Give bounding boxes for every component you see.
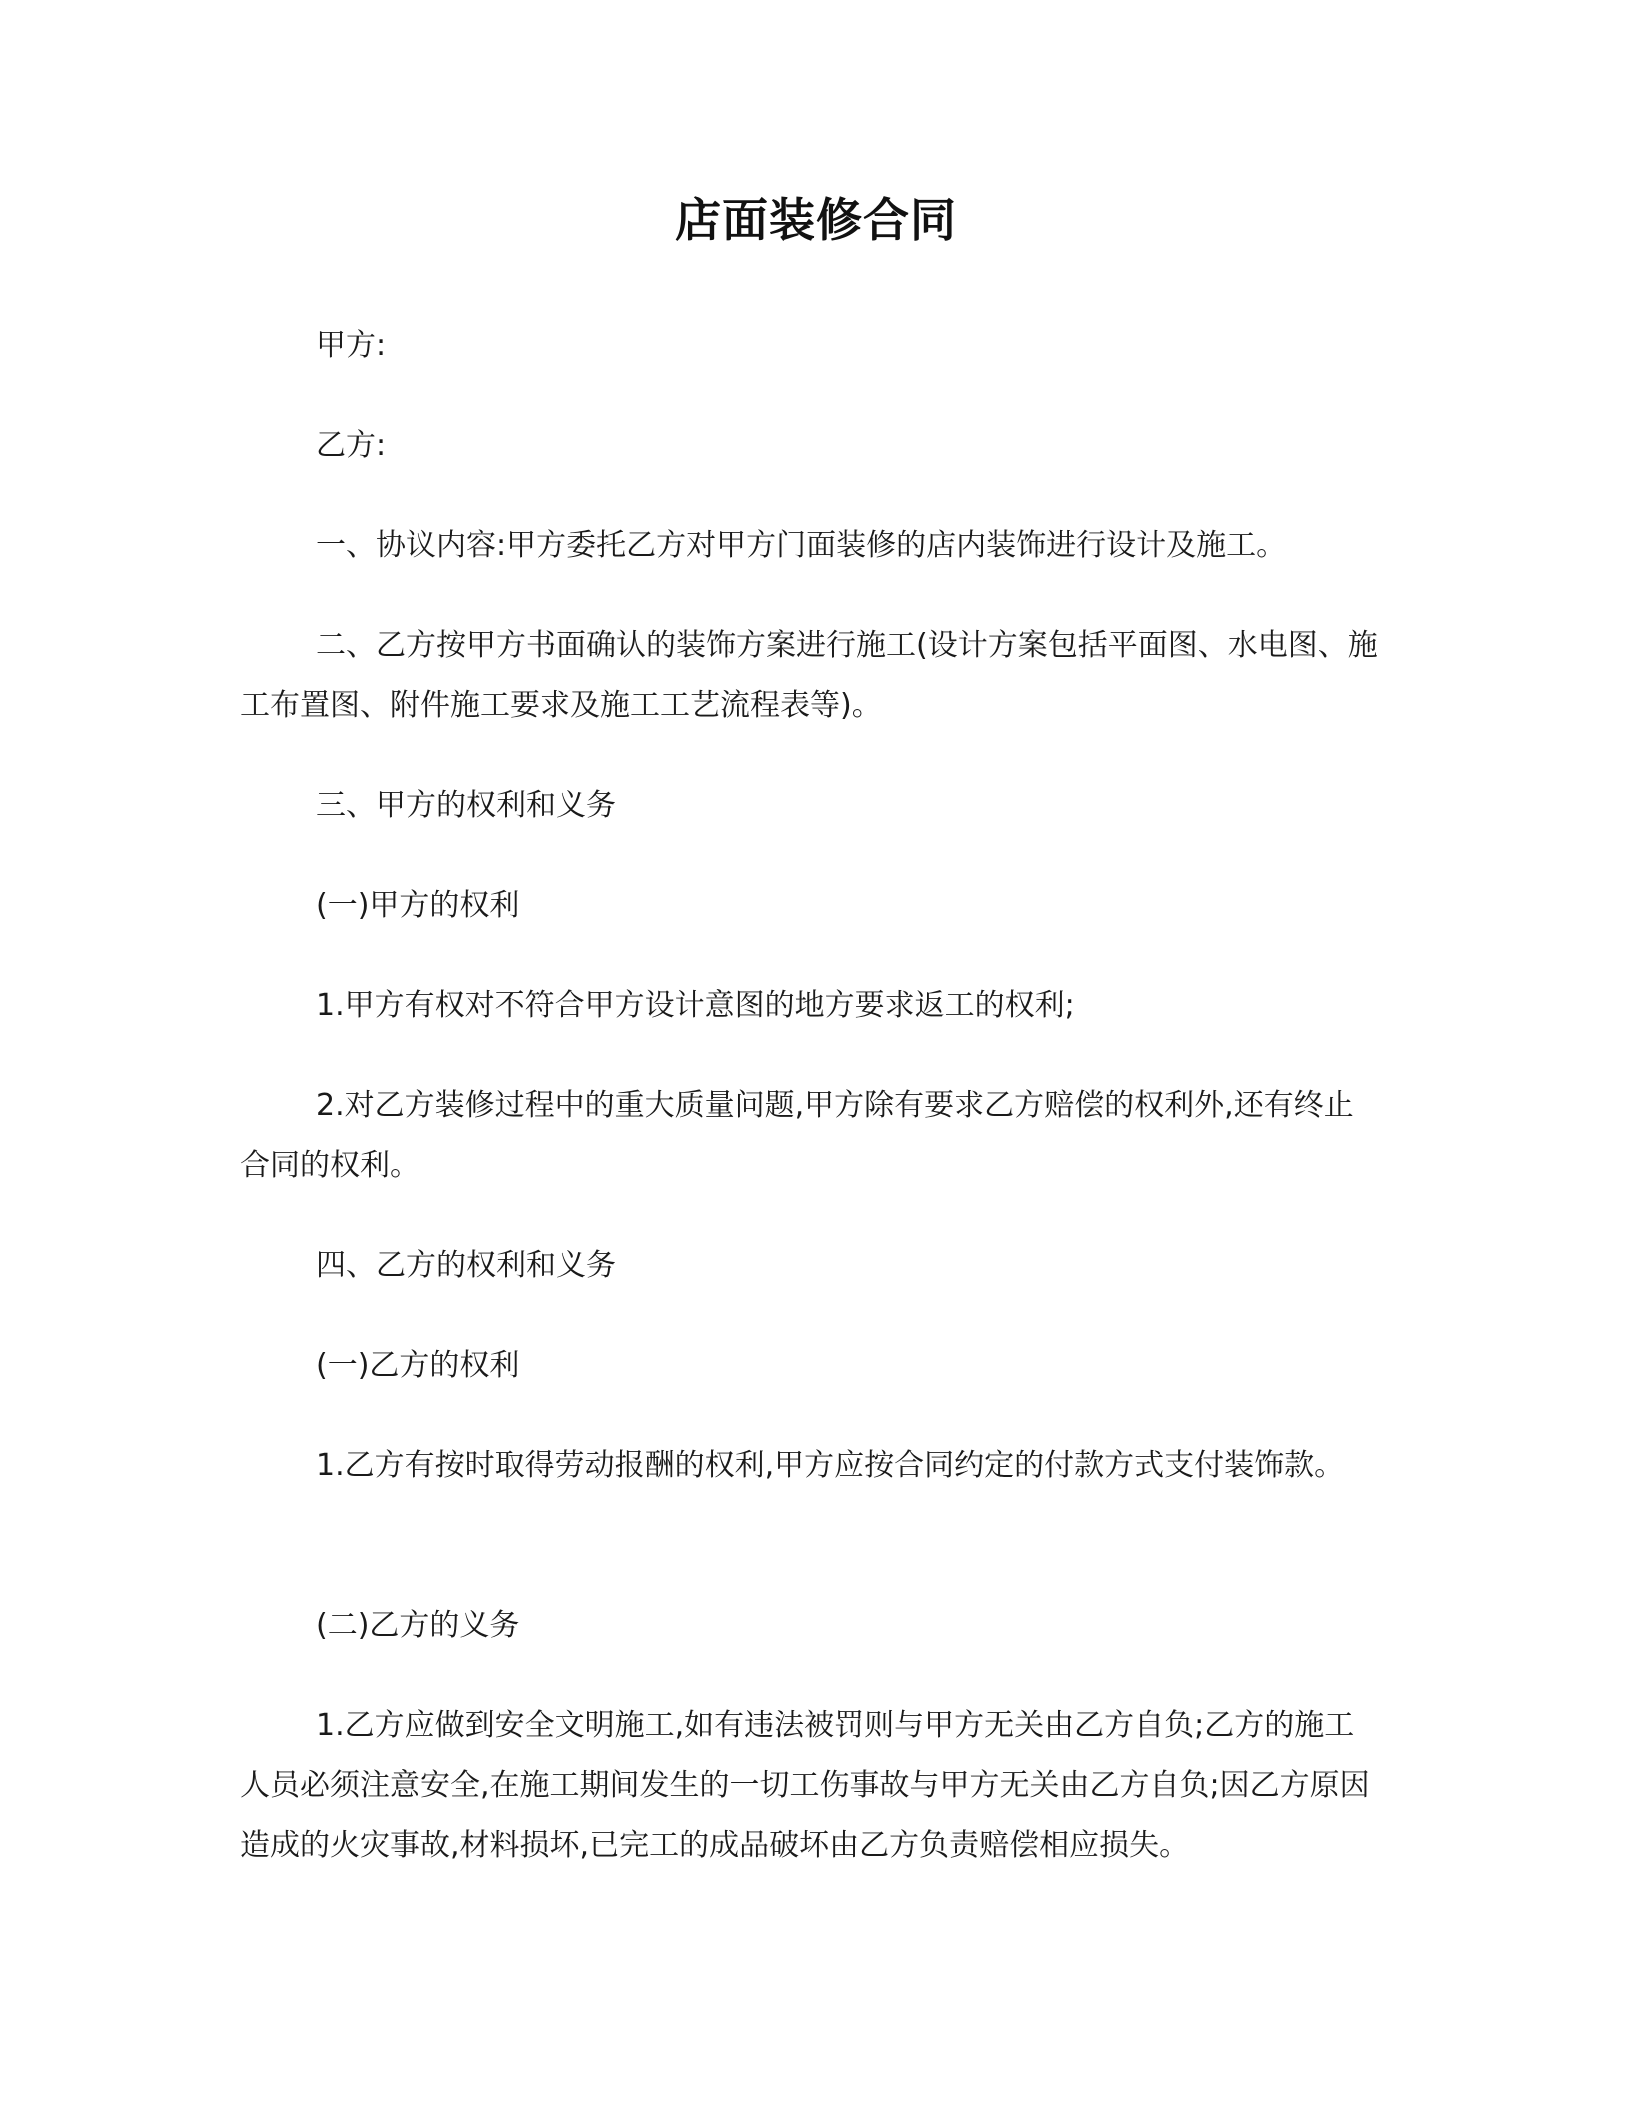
clause-3-heading: 三、甲方的权利和义务 xyxy=(316,788,616,823)
clause-4-heading: 四、乙方的权利和义务 xyxy=(316,1248,616,1283)
clause-3-1-item-2: 2.对乙方装修过程中的重大质量问题,甲方除有要求乙方赔偿的权利外,还有终止合同的权利。 xyxy=(240,1088,1354,1183)
party-a-line: 甲方: xyxy=(316,328,387,363)
party-b-line: 乙方: xyxy=(316,428,387,463)
clause-4-1-heading: (一)乙方的权利 xyxy=(316,1348,520,1383)
clause-3-1-heading: (一)甲方的权利 xyxy=(316,888,520,923)
clause-1-agreement: 一、协议内容:甲方委托乙方对甲方门面装修的店内装饰进行设计及施工。 xyxy=(316,528,1287,563)
clause-3-1-item-1: 1.甲方有权对不符合甲方设计意图的地方要求返工的权利; xyxy=(316,988,1075,1023)
clause-4-1-item-1: 1.乙方有按时取得劳动报酬的权利,甲方应按合同约定的付款方式支付装饰款。 xyxy=(316,1448,1345,1483)
clause-4-2-item-1: 1.乙方应做到安全文明施工,如有违法被罚则与甲方无关由乙方自负;乙方的施工人员必须注意安全,在施工期间发生的一切工伤事故与甲方无关由乙方自负;因乙方原因造成的火灾事故,材料损坏,已完工的成品破坏由乙方负责赔偿相应损失。 xyxy=(240,1708,1370,1863)
document-title: 店面装修合同 xyxy=(675,193,957,247)
clause-2-construction-plan: 二、乙方按甲方书面确认的装饰方案进行施工(设计方案包括平面图、水电图、施工布置图、附件施工要求及施工工艺流程表等)。 xyxy=(240,628,1378,723)
clause-4-2-heading: (二)乙方的义务 xyxy=(316,1608,520,1643)
